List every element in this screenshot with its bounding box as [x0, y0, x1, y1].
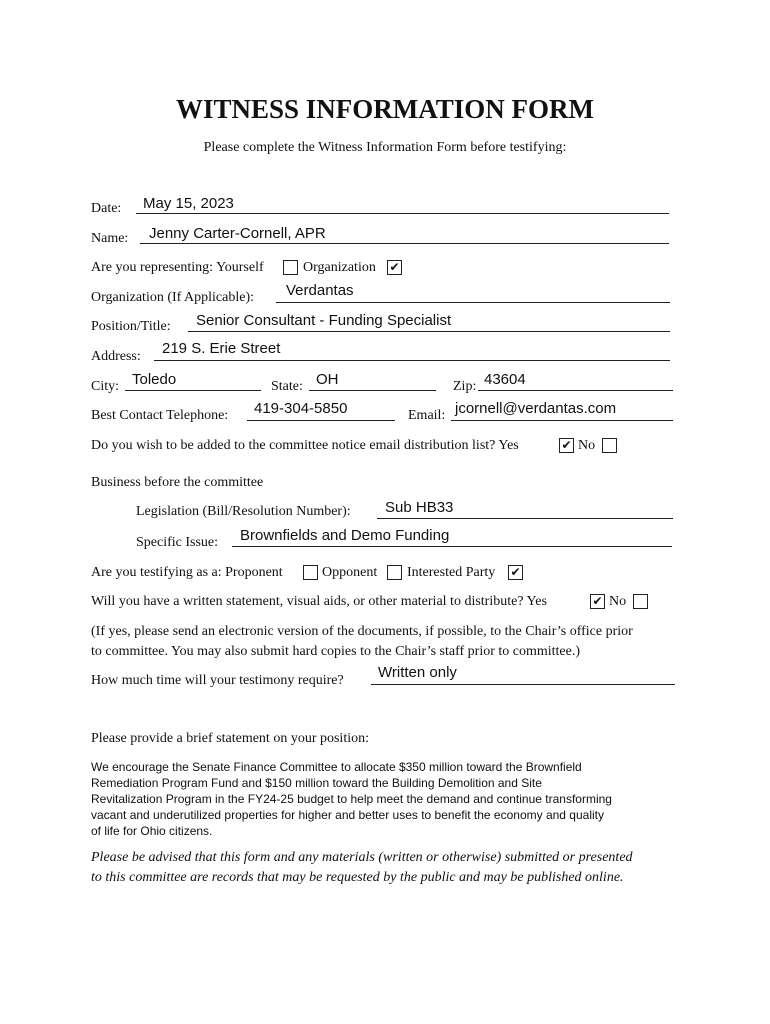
- date-field[interactable]: May 15, 2023: [143, 195, 234, 212]
- city-field[interactable]: Toledo: [132, 371, 177, 388]
- email-field[interactable]: jcornell@verdantas.com: [455, 400, 617, 417]
- distribution-question: Do you wish to be added to the committee notice email distribution list? Yes: [91, 438, 519, 453]
- date-label: Date:: [91, 201, 122, 216]
- materials-question: Will you have a written statement, visual aids, or other material to distribute? Yes: [91, 594, 547, 609]
- city-underline: [125, 390, 261, 391]
- zip-label: Zip:: [453, 379, 477, 394]
- position-field[interactable]: Senior Consultant - Funding Specialist: [196, 312, 452, 329]
- form-title: WITNESS INFORMATION FORM: [175, 94, 595, 124]
- phone-underline: [247, 420, 395, 421]
- notice-line: Please be advised that this form and any materials (written or otherwise) submitted or presented: [91, 850, 633, 865]
- email-label: Email:: [408, 408, 446, 423]
- materials-note-line: (If yes, please send an electronic version of the documents, if possible, to the Chair’s office prior: [91, 624, 633, 639]
- phone-label: Best Contact Telephone:: [91, 408, 229, 423]
- city-label: City:: [91, 379, 120, 394]
- organization-label: Organization (If Applicable):: [91, 290, 255, 305]
- time-field[interactable]: Written only: [378, 664, 457, 681]
- address-label: Address:: [91, 349, 141, 364]
- position-underline: [188, 331, 670, 332]
- issue-underline: [232, 546, 672, 547]
- notice-line: to this committee are records that may be requested by the public and may be published online.: [91, 870, 624, 885]
- materials-yes-checkbox[interactable]: ✔: [590, 594, 605, 609]
- materials-note: [91, 622, 731, 662]
- statement-line: We encourage the Senate Finance Committee to allocate $350 million toward the Brownfield: [91, 760, 582, 774]
- organization-underline: [276, 302, 670, 303]
- materials-no-label: No: [609, 594, 627, 609]
- position-label: Position/Title:: [91, 319, 171, 334]
- distribution-no-checkbox[interactable]: [602, 438, 617, 453]
- time-label: How much time will your testimony require?: [91, 673, 344, 688]
- interested-party-checkbox[interactable]: ✔: [508, 565, 523, 580]
- email-underline: [451, 420, 673, 421]
- legislation-label: Legislation (Bill/Resolution Number):: [136, 504, 351, 519]
- public-records-notice: [91, 848, 731, 888]
- materials-note-line: to committee. You may also submit hard copies to the Chair’s staff prior to committee.): [91, 644, 581, 659]
- opponent-label: Opponent: [322, 565, 378, 580]
- distribution-no-label: No: [578, 438, 596, 453]
- organization-checkbox[interactable]: ✔: [387, 260, 402, 275]
- phone-field[interactable]: 419-304-5850: [254, 400, 348, 417]
- state-label: State:: [271, 379, 303, 394]
- date-underline: [136, 213, 669, 214]
- business-heading: Business before the committee: [91, 475, 264, 490]
- name-field[interactable]: Jenny Carter-Cornell, APR: [149, 225, 326, 242]
- organization-field[interactable]: Verdantas: [286, 282, 354, 299]
- interested-party-label: Interested Party: [407, 565, 496, 580]
- state-underline: [309, 390, 436, 391]
- statement-line: vacant and underutilized properties for higher and better uses to benefit the economy and quality: [91, 808, 604, 822]
- address-underline: [154, 360, 670, 361]
- address-field[interactable]: 219 S. Erie Street: [162, 340, 281, 357]
- issue-label: Specific Issue:: [136, 535, 219, 550]
- statement-field[interactable]: [91, 759, 711, 839]
- statement-prompt: Please provide a brief statement on your position:: [91, 731, 369, 746]
- representing-question: Are you representing: Yourself: [91, 260, 264, 275]
- time-underline: [371, 684, 675, 685]
- testifying-question: Are you testifying as a: Proponent: [91, 565, 283, 580]
- organization-option-label: Organization: [303, 260, 376, 275]
- opponent-checkbox[interactable]: [387, 565, 402, 580]
- legislation-field[interactable]: Sub HB33: [385, 499, 454, 516]
- statement-line: Remediation Program Fund and $150 million toward the Building Demolition and Site: [91, 776, 542, 790]
- legislation-underline: [377, 518, 673, 519]
- zip-underline: [478, 390, 673, 391]
- statement-line: Revitalization Program in the FY24-25 budget to help meet the demand and continue transforming: [91, 792, 612, 806]
- distribution-yes-checkbox[interactable]: ✔: [559, 438, 574, 453]
- proponent-checkbox[interactable]: [303, 565, 318, 580]
- materials-no-checkbox[interactable]: [633, 594, 648, 609]
- yourself-checkbox[interactable]: [283, 260, 298, 275]
- state-field[interactable]: OH: [316, 371, 339, 388]
- form-subtitle: Please complete the Witness Information Form before testifying:: [203, 140, 567, 155]
- name-underline: [140, 243, 669, 244]
- statement-line: of life for Ohio citizens.: [91, 824, 213, 838]
- name-label: Name:: [91, 231, 129, 246]
- issue-field[interactable]: Brownfields and Demo Funding: [240, 527, 450, 544]
- zip-field[interactable]: 43604: [484, 371, 526, 388]
